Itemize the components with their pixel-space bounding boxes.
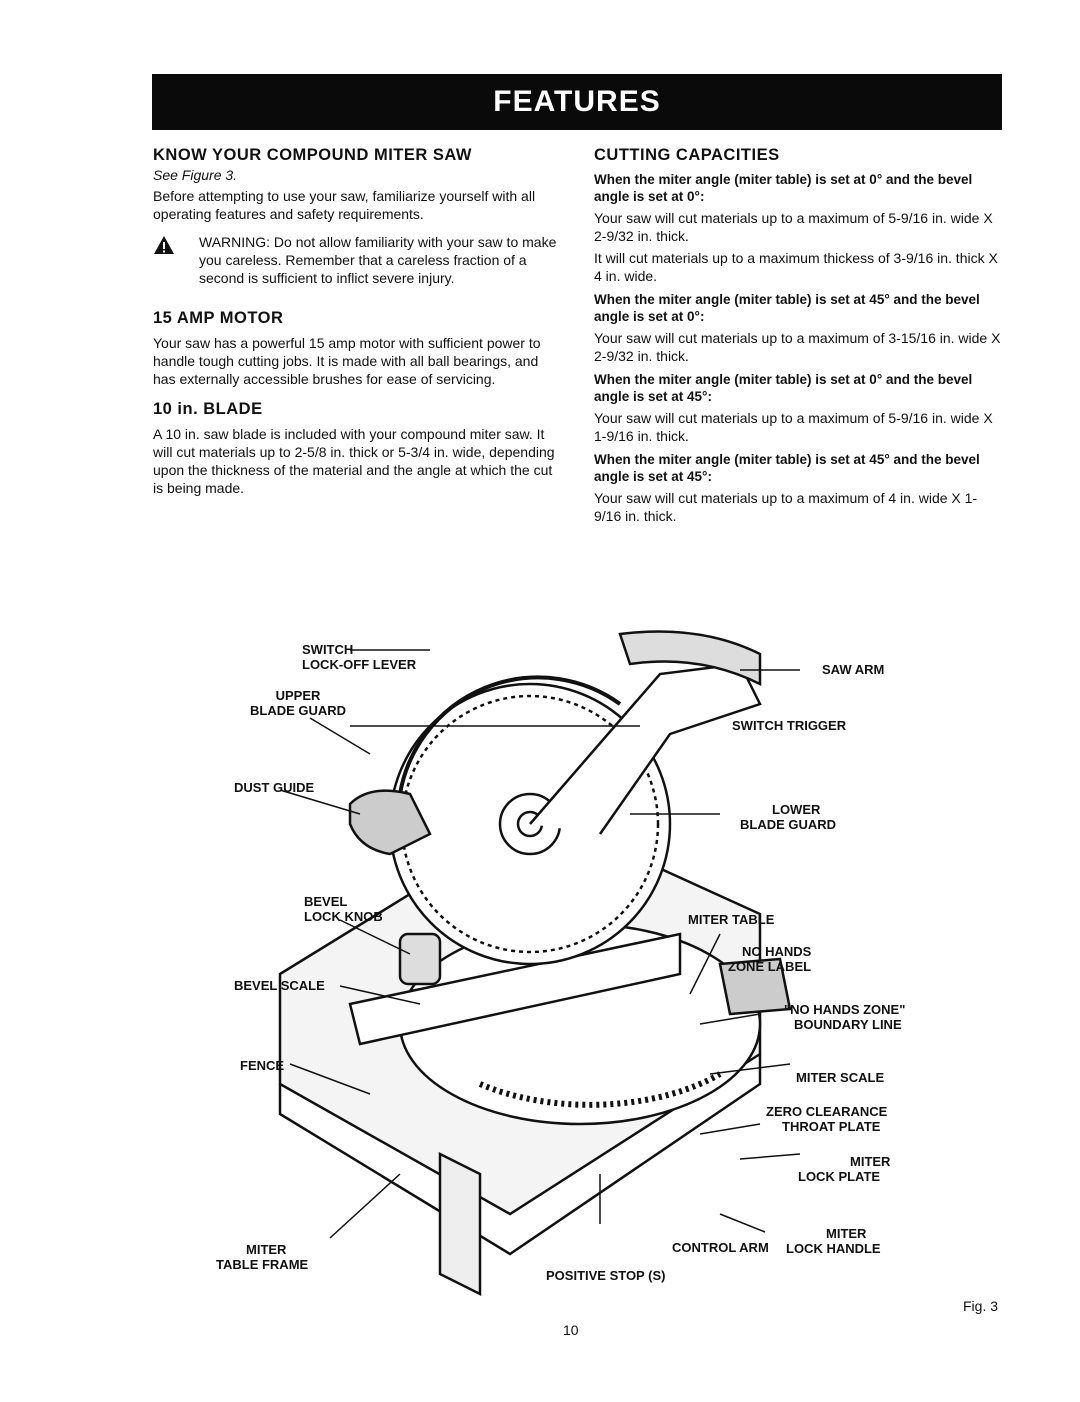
figure-label: Fig. 3	[963, 1298, 999, 1314]
heading-know-your-saw: KNOW YOUR COMPOUND MITER SAW	[153, 146, 472, 164]
label-bevel-scale: BEVEL SCALE	[234, 978, 325, 993]
see-figure-note: See Figure 3.	[153, 167, 238, 183]
label-switch-trigger: SWITCH TRIGGER	[732, 718, 847, 733]
blade-paragraph: A 10 in. saw blade is included with your compound miter saw. It will cut materials up to 2-5/8 in. thick or 5-3/4 in. wide, depending upon the thickness of the material and the angle at which the cut is being made.	[153, 426, 555, 496]
label-miter-lock-plate: MITER LOCK PLATE	[798, 1154, 891, 1184]
heading-amp-motor: 15 AMP MOTOR	[153, 309, 284, 327]
capacity-3-text: Your saw will cut materials up to a maximum of 5-9/16 in. wide X 1-9/16 in. thick.	[594, 410, 993, 444]
label-no-hands-zone: NO HANDS ZONE LABEL	[728, 944, 812, 974]
label-bevel-lock-knob: BEVEL LOCK KNOB	[304, 894, 383, 924]
label-saw-arm: SAW ARM	[822, 662, 885, 677]
page-number: 10	[563, 1322, 579, 1338]
heading-cutting-capacities: CUTTING CAPACITIES	[594, 146, 780, 164]
label-dust-guide: DUST GUIDE	[234, 780, 315, 795]
capacity-2-condition: When the miter angle (miter table) is set at 45° and the bevel angle is set at 0°:	[594, 292, 980, 324]
warning-icon	[153, 233, 199, 287]
motor-paragraph: Your saw has a powerful 15 amp motor with sufficient power to handle tough cutting jobs. It is made with all ball bearings, and has externally accessible brushes for ease of servicing.	[153, 335, 541, 387]
label-control-arm: CONTROL ARM	[672, 1240, 769, 1255]
heading-blade: 10 in. BLADE	[153, 400, 263, 418]
left-column	[153, 146, 563, 497]
label-lower-blade-guard: LOWER BLADE GUARD	[740, 802, 837, 832]
intro-paragraph: Before attempting to use your saw, familiarize yourself with all operating features and safety requirements.	[153, 188, 536, 222]
label-switch-lockoff: SWITCH LOCK-OFF LEVER	[302, 642, 417, 672]
label-fence: FENCE	[240, 1058, 285, 1073]
capacity-3-condition: When the miter angle (miter table) is set at 0° and the bevel angle is set at 45°:	[594, 372, 973, 404]
label-no-hands-boundary: "NO HANDS ZONE" BOUNDARY LINE	[784, 1002, 906, 1032]
label-miter-table-frame: MITER TABLE FRAME	[216, 1242, 309, 1272]
label-throat-plate: ZERO CLEARANCE THROAT PLATE	[766, 1104, 888, 1134]
miter-saw-diagram	[200, 614, 906, 1334]
capacity-4-condition: When the miter angle (miter table) is set at 45° and the bevel angle is set at 45°:	[594, 452, 980, 484]
right-column	[594, 146, 1004, 525]
features-banner	[152, 74, 1002, 130]
warning-text: WARNING: Do not allow familiarity with your saw to make you careless. Remember that a careless fraction of a second is sufficient to inflict severe injury.	[199, 234, 557, 286]
capacity-1-text-b: It will cut materials up to a maximum thickess of 3-9/16 in. thick X 4 in. wide.	[594, 250, 998, 284]
capacity-1-text-a: Your saw will cut materials up to a maximum of 5-9/16 in. wide X 2-9/32 in. thick.	[594, 210, 993, 244]
label-positive-stops: POSITIVE STOP (S)	[546, 1268, 666, 1283]
capacity-1-condition: When the miter angle (miter table) is set at 0° and the bevel angle is set at 0°:	[594, 172, 973, 204]
label-upper-blade-guard: UPPER BLADE GUARD	[250, 688, 347, 718]
banner-title: FEATURES	[493, 85, 661, 118]
capacity-4-text: Your saw will cut materials up to a maximum of 4 in. wide X 1-9/16 in. thick.	[594, 490, 978, 524]
warning-block	[153, 233, 563, 287]
label-miter-table: MITER TABLE	[688, 912, 775, 927]
label-miter-lock-handle: MITER LOCK HANDLE	[786, 1226, 881, 1256]
capacity-2-text: Your saw will cut materials up to a maximum of 3-15/16 in. wide X 2-9/32 in. thick.	[594, 330, 1001, 364]
label-miter-scale: MITER SCALE	[796, 1070, 885, 1085]
